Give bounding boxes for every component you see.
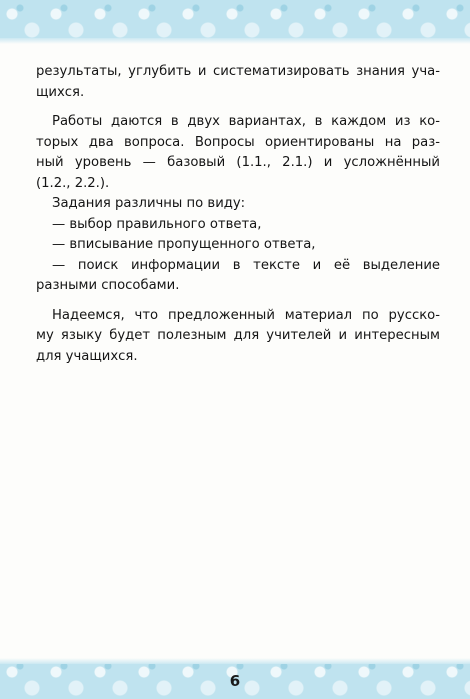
text-line: результаты, углубить и систематизировать знания уча- bbox=[36, 64, 440, 79]
text-line: (1.2., 2.2.). bbox=[36, 175, 110, 191]
text-line: для учащихся. bbox=[36, 348, 138, 364]
text-line: Надеемся, что предложенный материал по русско- bbox=[52, 307, 440, 323]
list-item: — выбор правильного ответа, bbox=[52, 216, 262, 232]
text-line: торых два вопроса. Вопросы ориентированы на раз- bbox=[36, 134, 440, 150]
body-text bbox=[36, 62, 440, 367]
text-line: Задания различны по виду: bbox=[52, 196, 246, 211]
top-decorative-border bbox=[0, 0, 470, 44]
text-line: Работы даются в двух вариантах, в каждом из ко- bbox=[52, 114, 440, 129]
text-line: му языку будет полезным для учителей и интересным bbox=[36, 328, 440, 343]
text-line: разными способами. bbox=[36, 278, 180, 293]
list-item: — поиск информации в тексте и её выделение bbox=[52, 257, 440, 273]
text-line: ный уровень — базовый (1.1., 2.1.) и усложнённый bbox=[36, 155, 440, 170]
list-item: — вписывание пропущенного ответа, bbox=[52, 237, 316, 252]
page-number: 6 bbox=[229, 672, 241, 690]
text-line: щихся. bbox=[36, 84, 85, 100]
